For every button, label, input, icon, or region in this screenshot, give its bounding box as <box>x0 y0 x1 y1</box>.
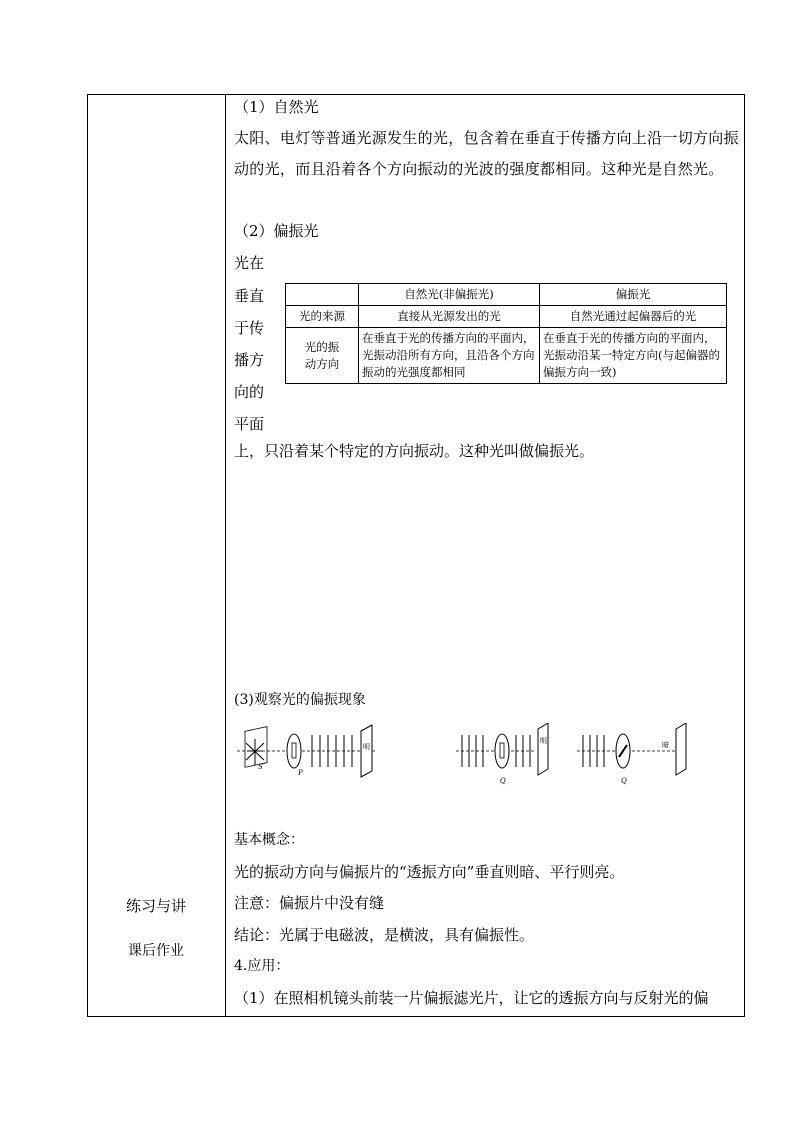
document-table <box>87 94 745 1017</box>
conclusion-text: 结论：光属于电磁波，是横波，具有偏振性。 <box>234 926 535 944</box>
label-q-1: Q <box>500 777 506 785</box>
table-header-cell: 自然光(非偏振光) <box>359 284 540 306</box>
polarization-figure-3 <box>577 723 697 788</box>
heading-natural-light: （1）自然光 <box>234 98 319 116</box>
application-heading: 4.应用： <box>234 958 290 974</box>
heading-observe-polarization: (3)观察光的偏振现象 <box>234 692 366 708</box>
table-cell: 光的振动方向 <box>286 328 359 384</box>
table-header-row <box>286 284 727 306</box>
vertical-text-1: 光在 <box>234 254 265 272</box>
vertical-text-6: 平面 <box>234 415 265 433</box>
comparison-table <box>285 283 727 384</box>
paragraph-polarized-light: 上，只沿着某个特定的方向振动。这种光叫做偏振光。 <box>234 442 595 460</box>
practice-label: 练习与讲 <box>125 897 186 915</box>
polarization-figure-2 <box>456 723 556 788</box>
table-header-cell: 偏振光 <box>540 284 727 306</box>
label-bright-2: 明 <box>540 737 547 745</box>
vertical-text-3: 于传 <box>234 319 265 337</box>
table-cell: 自然光通过起偏器后的光 <box>540 306 727 328</box>
table-cell <box>286 284 359 306</box>
paragraph-natural-light: 太阳、电灯等普通光源发生的光，包含着在垂直于传播方向上沿一切方向振动的光，而且沿着各个方向振动的光波的强度都相同。这种光是自然光。 <box>234 129 739 178</box>
table-row <box>286 306 727 328</box>
basic-concept-text: 光的振动方向与偏振片的“透振方向”垂直则暗、平行则亮。 <box>234 863 625 881</box>
heading-polarized-light: （2）偏振光 <box>234 222 319 240</box>
table-cell: 在垂直于光的传播方向的平面内，光振动沿所有方向，且沿各个方向振动的光强度都相同 <box>359 328 540 384</box>
table-cell: 光的来源 <box>286 306 359 328</box>
label-bright-1: 明 <box>363 743 370 751</box>
label-q-2: Q <box>621 777 627 785</box>
application-item-1: （1）在照相机镜头前装一片偏振滤光片，让它的透振方向与反射光的偏 <box>234 989 709 1007</box>
note-text: 注意：偏振片中没有缝 <box>234 894 385 912</box>
vertical-text-5: 向的 <box>234 383 265 401</box>
vertical-text-2: 垂直 <box>234 287 265 305</box>
homework-label: 课后作业 <box>128 943 184 959</box>
basic-concept-heading: 基本概念： <box>234 832 304 848</box>
label-s: S <box>258 763 263 771</box>
table-cell: 直接从光源发出的光 <box>359 306 540 328</box>
column-divider <box>225 95 226 1016</box>
table-cell: 在垂直于光的传播方向的平面内，光振动沿某一特定方向(与起偏器的偏振方向一致) <box>540 328 727 384</box>
polarization-figure-1 <box>237 723 387 788</box>
label-dark: 暗 <box>662 741 669 749</box>
label-p: P <box>298 769 303 777</box>
vertical-text-4: 播方 <box>234 351 265 369</box>
table-row <box>286 328 727 384</box>
